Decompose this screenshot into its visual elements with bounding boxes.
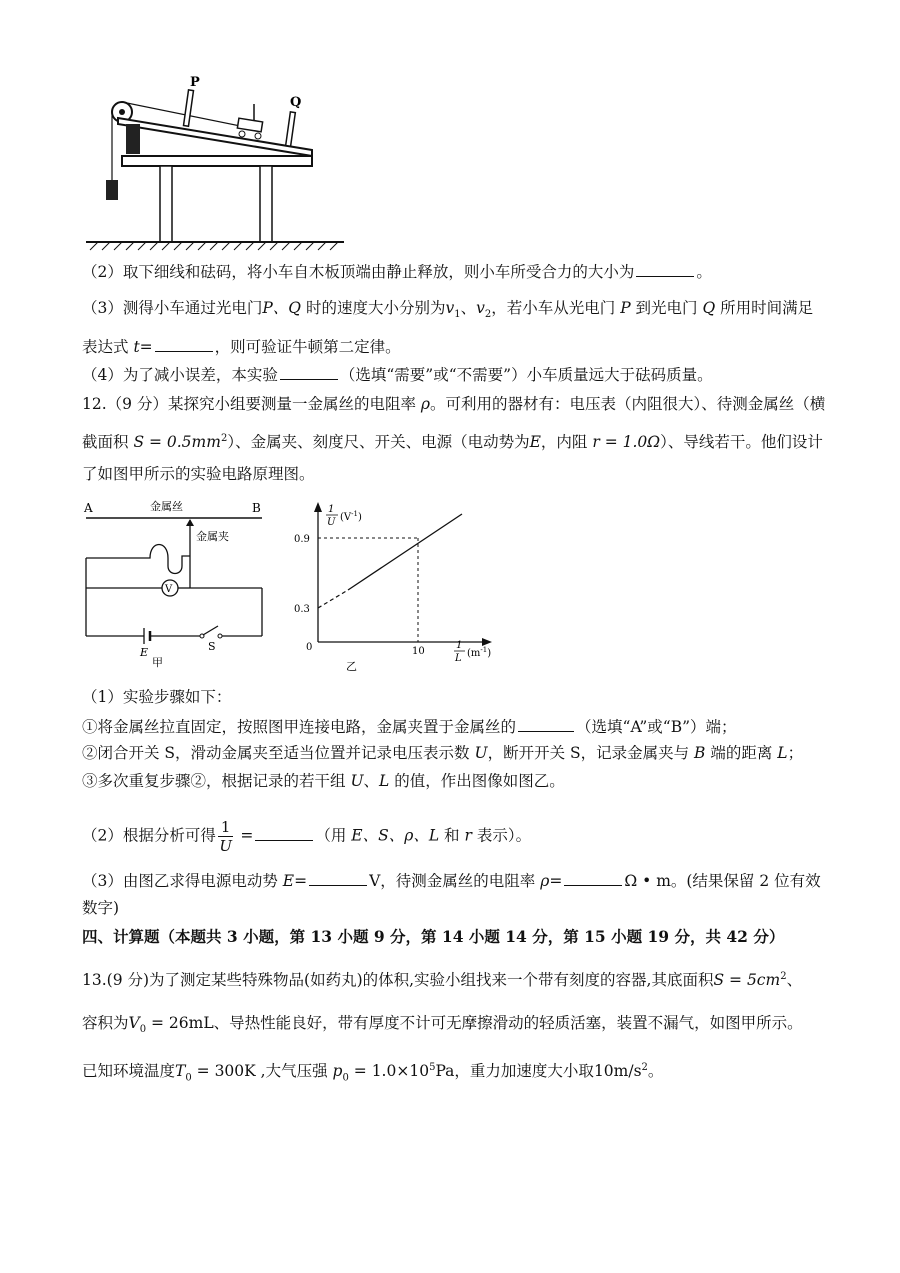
q12-part3-cont: 数字) xyxy=(82,899,120,917)
inclined-board xyxy=(118,118,312,156)
cart xyxy=(237,104,262,139)
q12-part2: （2）根据分析可得 $\frac{1}{U}$ = （用 E、S、ρ、L 和 r 表示）。 xyxy=(82,818,532,855)
label-a: A xyxy=(84,501,93,515)
q12-step1: ①将金属丝拉直固定，按照图甲连接电路，金属夹置于金属丝的 （选填“A”或“B”）端； xyxy=(82,718,737,736)
fraction-1-over-u: $\frac{1}{U}$ xyxy=(219,818,232,855)
answer-blank[interactable] xyxy=(280,365,338,380)
label-p: P xyxy=(190,75,200,90)
y-label-den: U xyxy=(327,517,336,528)
answer-blank[interactable] xyxy=(636,262,694,277)
graph-1-over-u-vs-1-over-l xyxy=(290,500,510,675)
q12-step3: ③多次重复步骤②，根据记录的若干组 U、L 的值，作出图像如图乙。 xyxy=(82,772,565,790)
x-label-unit: $(m^{-1})$ xyxy=(467,646,492,659)
lead-wire xyxy=(86,545,190,574)
answer-blank[interactable] xyxy=(564,871,622,886)
label-q: Q xyxy=(290,95,302,110)
circuit-diagram xyxy=(82,500,272,670)
label-v: V xyxy=(165,584,173,595)
q11-part3-cont: 表达式 t= ，则可验证牛顿第二定律。 xyxy=(82,338,401,356)
y-label-num: 1 xyxy=(328,504,335,515)
photogate-q xyxy=(286,112,296,146)
q13-line3: 已知环境温度$T_0 = 300K$ ,大气压强 $p_0 = 1.0\times 10^5Pa$，重力加速度大小取$10m/s^2$。 xyxy=(82,1062,664,1084)
answer-blank[interactable] xyxy=(255,826,313,841)
y-label-unit: $(V^{-1})$ xyxy=(340,510,362,523)
q12-steps-title: （1）实验步骤如下： xyxy=(82,688,232,706)
tick-03: 0.3 xyxy=(294,604,310,615)
q12-line3: 了如图甲所示的实验电路原理图。 xyxy=(82,465,315,483)
label-clip: 金属夹 xyxy=(196,530,229,543)
incline-apparatus-figure xyxy=(82,72,352,252)
section-4-heading: 四、计算题（本题共 3 小题，第 13 小题 9 分，第 14 小题 14 分，第 15 小题 19 分，共 42 分） xyxy=(82,927,785,946)
q11-part4: （4）为了减小误差，本实验 （选填“需要”或“不需要”）小车质量远大于砝码质量。 xyxy=(82,366,713,384)
switch xyxy=(203,626,218,635)
q12-line1: 12.（9 分）某探究小组要测量一金属丝的电阻率 ρ。可利用的器材有：电压表（内阻很大）、待测金属丝（横 xyxy=(82,395,826,413)
table-top xyxy=(122,156,312,166)
answer-blank[interactable] xyxy=(518,717,574,732)
extrapolation xyxy=(318,590,348,608)
photogate-p xyxy=(184,90,194,126)
x-label-num: 1 xyxy=(456,640,463,651)
q11-part2: （2）取下细线和砝码，将小车自木板顶端由静止释放，则小车所受合力的大小为 。 xyxy=(82,263,712,281)
label-e: E xyxy=(140,646,149,659)
tick-0: 0 xyxy=(306,642,313,653)
q13-line2: 容积为$V_0 = 26mL$、导热性能良好，带有厚度不计可无摩擦滑动的轻质活塞，装置不漏气，如图甲所示。 xyxy=(82,1014,803,1036)
label-b: B xyxy=(252,501,261,515)
label-s: S xyxy=(208,640,216,653)
data-line xyxy=(348,514,462,590)
weight-block xyxy=(106,180,118,200)
q11-part3: （3）测得小车通过光电门P、Q 时的速度大小分别为$v_1$、$v_2$，若小车从光电门 P 到光电门 Q 所用时间满足 xyxy=(82,299,814,321)
q12-step2: ②闭合开关 S，滑动金属夹至适当位置并记录电压表示数 U，断开开关 S，记录金属夹与 B 端的距离 L； xyxy=(82,744,804,762)
tick-10: 10 xyxy=(412,646,425,657)
answer-blank[interactable] xyxy=(155,337,213,352)
q13-line1: 13.(9 分)为了测定某些特殊物品(如药丸)的体积,实验小组找来一个带有刻度的容器,其底面积$S = 5cm^2$、 xyxy=(82,971,803,990)
tick-09: 0.9 xyxy=(294,534,310,545)
label-jia: 甲 xyxy=(152,656,163,669)
q12-part3: （3）由图乙求得电源电动势 E= V，待测金属丝的电阻率 ρ= Ω • m。(结果保留 2 位有效 xyxy=(82,872,821,890)
x-label-den: L xyxy=(455,653,462,664)
label-yi: 乙 xyxy=(346,660,357,673)
answer-blank[interactable] xyxy=(309,871,367,886)
q12-line2: 截面积 $S = 0.5mm^2$）、金属夹、刻度尺、开关、电源（电动势为E，内阻 r = 1.0Ω）、导线若干。他们设计 xyxy=(82,433,823,452)
label-wire: 金属丝 xyxy=(150,500,183,513)
